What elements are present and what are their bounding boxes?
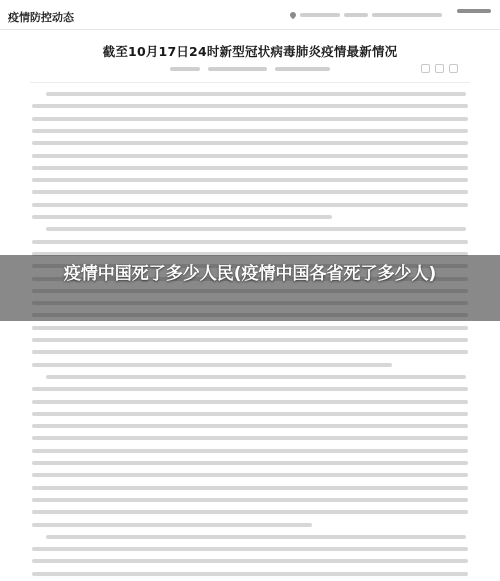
site-logo[interactable]: 疫情防控动态 xyxy=(8,11,74,24)
text-line-placeholder xyxy=(32,117,468,121)
article-title: 截至10月17日24时新型冠状病毒肺炎疫情最新情况 xyxy=(102,44,398,59)
text-line-placeholder xyxy=(32,547,468,551)
text-line-placeholder xyxy=(32,129,468,133)
print-icon[interactable] xyxy=(435,64,444,73)
overlay-headline: 疫情中国死了多少人民(疫情中国各省死了多少人) xyxy=(63,264,437,284)
breadcrumb-item[interactable] xyxy=(344,13,368,17)
top-bar xyxy=(0,0,500,30)
text-line-placeholder xyxy=(32,400,468,404)
font-size-icon[interactable] xyxy=(421,64,430,73)
text-line-placeholder xyxy=(46,535,466,539)
article-tools xyxy=(421,64,458,73)
breadcrumb-item[interactable] xyxy=(300,13,340,17)
text-line-placeholder xyxy=(32,363,392,367)
text-line-placeholder xyxy=(32,190,468,194)
article-body xyxy=(30,92,470,572)
article-meta xyxy=(170,67,330,71)
text-line-placeholder xyxy=(32,203,468,207)
breadcrumb xyxy=(290,9,495,21)
text-line-placeholder xyxy=(32,424,468,428)
text-line-placeholder xyxy=(32,449,468,453)
text-line-placeholder xyxy=(32,240,468,244)
text-line-placeholder xyxy=(46,375,466,379)
divider xyxy=(30,82,470,83)
text-line-placeholder xyxy=(32,141,468,145)
text-line-placeholder xyxy=(32,215,332,219)
text-line-placeholder xyxy=(32,572,468,576)
text-line-placeholder xyxy=(32,510,468,514)
text-line-placeholder xyxy=(32,104,468,108)
text-line-placeholder xyxy=(32,154,468,158)
breadcrumb-item[interactable] xyxy=(372,13,442,17)
text-line-placeholder xyxy=(46,92,466,96)
text-line-placeholder xyxy=(32,436,468,440)
text-line-placeholder xyxy=(32,178,468,182)
breadcrumb-current xyxy=(457,9,491,13)
location-pin-icon xyxy=(289,11,297,19)
text-line-placeholder xyxy=(32,461,468,465)
text-line-placeholder xyxy=(32,166,468,170)
text-line-placeholder xyxy=(32,338,468,342)
text-line-placeholder xyxy=(46,227,466,231)
text-line-placeholder xyxy=(32,473,468,477)
text-line-placeholder xyxy=(32,326,468,330)
text-line-placeholder xyxy=(32,559,468,563)
text-line-placeholder xyxy=(32,412,468,416)
text-line-placeholder xyxy=(32,498,468,502)
text-line-placeholder xyxy=(32,486,468,490)
text-line-placeholder xyxy=(32,387,468,391)
text-line-placeholder xyxy=(32,350,468,354)
share-icon[interactable] xyxy=(449,64,458,73)
text-line-placeholder xyxy=(32,523,312,527)
